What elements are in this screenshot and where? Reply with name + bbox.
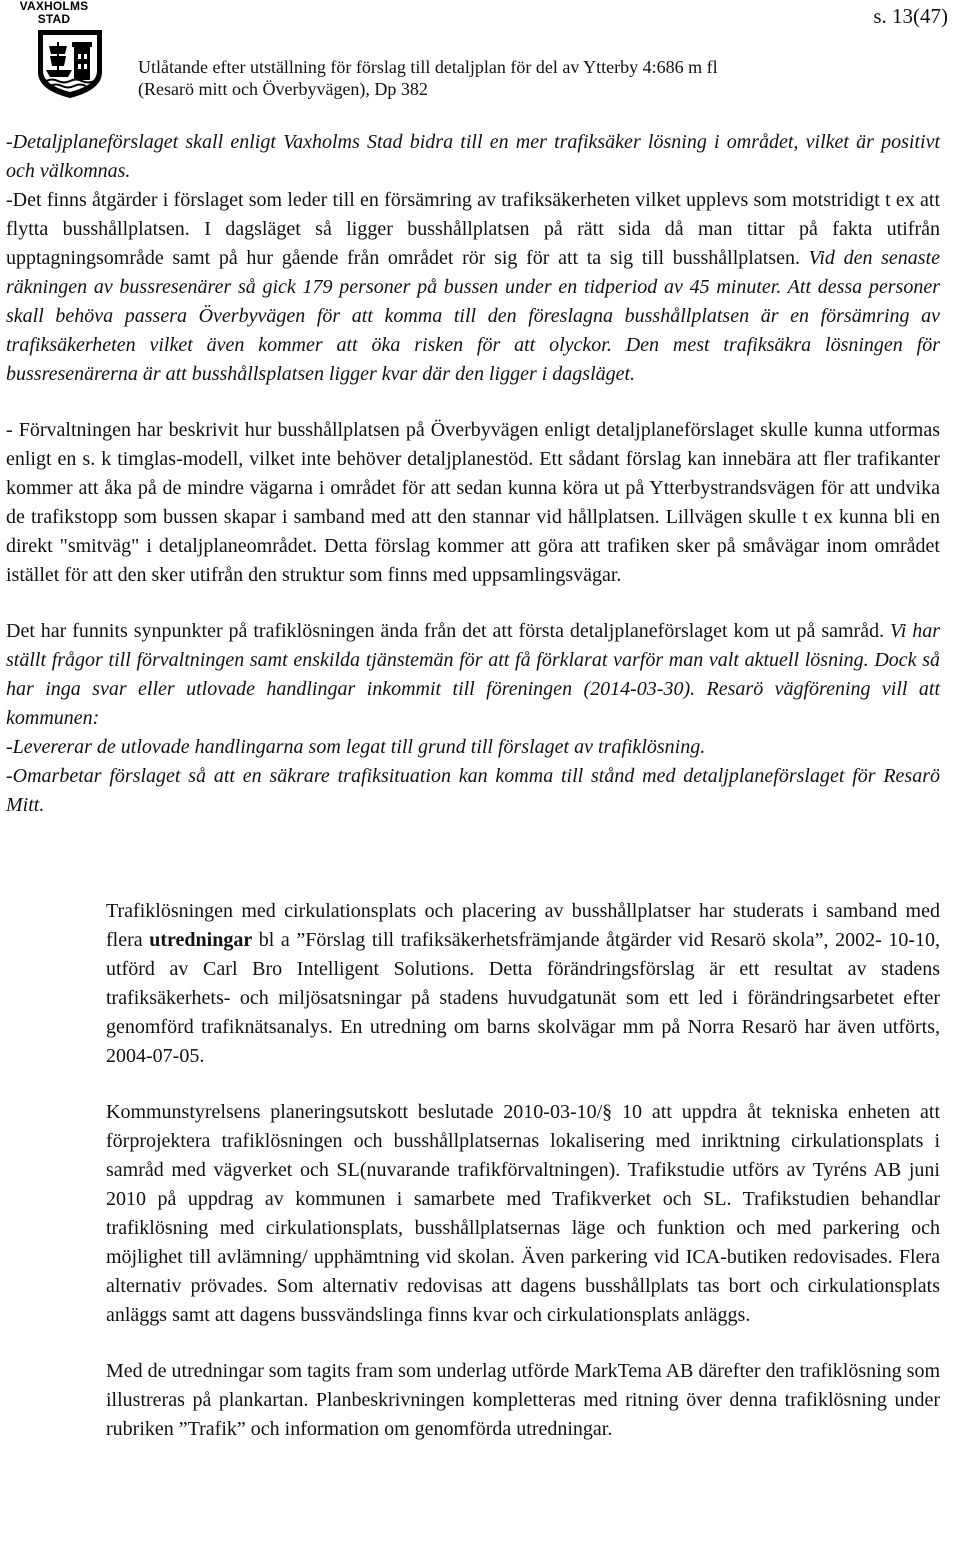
comment-3-text: Det har funnits synpunkter på trafiklösningen ända från det att första detaljplaneförslaget kom ut på samråd. (6, 620, 890, 642)
document-title-line1: Utlåtande efter utställning för förslag till detaljplan för del av Ytterby 4:686 m fl (138, 57, 718, 77)
page-header (0, 0, 960, 110)
response-paragraph-1 (106, 897, 940, 1071)
comment-1-italic-passage: Vid den senaste räkningen av bussresenärer så gick 179 personer på bussen under en tidperiod av 45 minuter. Att dessa personer skall behöva passera Överbyvägen för att komma till den föreslagna busshållplatsen är en försämring av trafiksäkerheten vilket även kommer att öka risken för att olyckor. Den mest trafiksäkra lösningen för bussresenärerna är att busshållsplatsen ligger kvar där den ligger i dagsläget. (6, 247, 941, 385)
comment-1-italic-intro: -Detaljplaneförslaget skall enligt Vaxholms Stad bidra till en mer trafiksäker lösning i området, vilket är positivt och välkomnas. (6, 131, 940, 182)
comment-3-demand-1: -Levererar de utlovade handlingarna som legat till grund till förslaget av trafiklösning. (6, 736, 706, 758)
comment-3-italic-passage: Vi har ställt frågor till förvaltningen samt enskilda tjänstemän för att få förklarat varför man valt aktuell lösning. Dock så har inga svar eller utlovade handlingar inkommit till föreningen (2014-03-30). Resarö vägförening vill att kommunen: (6, 620, 940, 729)
response-section (106, 897, 940, 1444)
document-title (138, 56, 718, 100)
document-title-line2: (Resarö mitt och Överbyvägen), Dp 382 (138, 79, 428, 99)
response-1-text-a: Trafiklösningen med cirkulationsplats och placering av busshållplatser har studerats i samband med flera (106, 900, 940, 951)
response-paragraph-2: Kommunstyrelsens planeringsutskott beslutade 2010-03-10/§ 10 att uppdra åt tekniska enheten att förprojektera trafiklösningen och busshållplatsernas lokalisering med inriktning cirkulationsplats i samråd med vägverket och SL(nuvarande trafikförvaltningen). Trafikstudie utförs av Tyréns AB juni 2010 på uppdrag av kommunen i samarbete med Trafikverket och SL. Trafikstudien behandlar trafiklösning med cirkulationsplats, busshållplatsernas läge och funktion och med parkering och möjlighet till avlämning/ upphämtning vid skolan. Även parkering vid ICA-butiken redovisades. Flera alternativ prövades. Som alternativ redovisas att dagens busshållplats tas bort och cirkulationsplats anläggs samt att dagens bussvändslinga finns kvar och cirkulationsplats anläggs. (106, 1101, 940, 1326)
response-1-text-b: bl a ”Förslag till trafiksäkerhetsfrämjande åtgärder vid Resarö skola”, 2002- 10-10, utförd av Carl Bro Intelligent Solutions. Detta förändringsförslag är ett resultat av stadens trafiksäkerhets- och miljösatsningar på stadens huvudgatunät som ett led i förändringsarbetet efter genomförd trafiknätsanalys. En utredning om barns skolvägar mm på Norra Resarö har även utförts, 2004-07-05. (106, 929, 940, 1067)
comment-section (6, 128, 940, 820)
comment-paragraph-1 (6, 128, 940, 389)
comment-3-demand-2: -Omarbetar förslaget så att en säkrare trafiksituation kan komma till stånd med detaljplaneförslaget för Resarö Mitt. (6, 765, 940, 816)
crest-icon (36, 28, 104, 100)
response-paragraph-3: Med de utredningar som tagits fram som underlag utförde MarkTema AB därefter den trafiklösning som illustreras på plankartan. Planbeskrivningen kompletteras med ritning över denna trafiklösning under rubriken ”Trafik” och information om genomförda utredningar. (106, 1360, 940, 1440)
response-1-bold: utredningar (149, 929, 253, 951)
comment-1-text: -Det finns åtgärder i förslaget som leder till en försämring av trafiksäkerheten vilket upplevs som motstridigt t ex att flytta busshållplatsen. I dagsläget så ligger busshållplatsen på rätt sida då man tittar på fakta utifrån upptagningsområde samt på hur gående från området rör sig för att ta sig till busshållplatsen. (6, 189, 940, 269)
page-number: s. 13(47) (873, 4, 948, 28)
vaxholms-stad-logo (4, 0, 104, 104)
logo-text-line2: STAD (37, 12, 71, 26)
logo-text-line1: VAXHOLMS (19, 0, 89, 13)
comment-paragraph-2: - Förvaltningen har beskrivit hur busshållplatsen på Överbyvägen enligt detaljplaneförslaget skulle kunna utformas enligt en s. k timglas-modell, vilket inte behöver detaljplanestöd. Ett sådant förslag kan innebära att fler trafikanter kommer att åka på de mindre vägarna i området för att sedan kunna köra ut på Ytterbystrandsvägen för att undvika de trafikstopp som bussen skapar i samband med att den stannar vid hållplatsen. Lillvägen skulle t ex kunna bli en direkt "smitväg" i detaljplaneområdet. Detta förslag kommer att göra att trafiken sker på småvägar inom området istället för att den sker utifrån den struktur som finns med uppsamlingsvägar. (6, 419, 940, 586)
comment-paragraph-3 (6, 617, 940, 820)
